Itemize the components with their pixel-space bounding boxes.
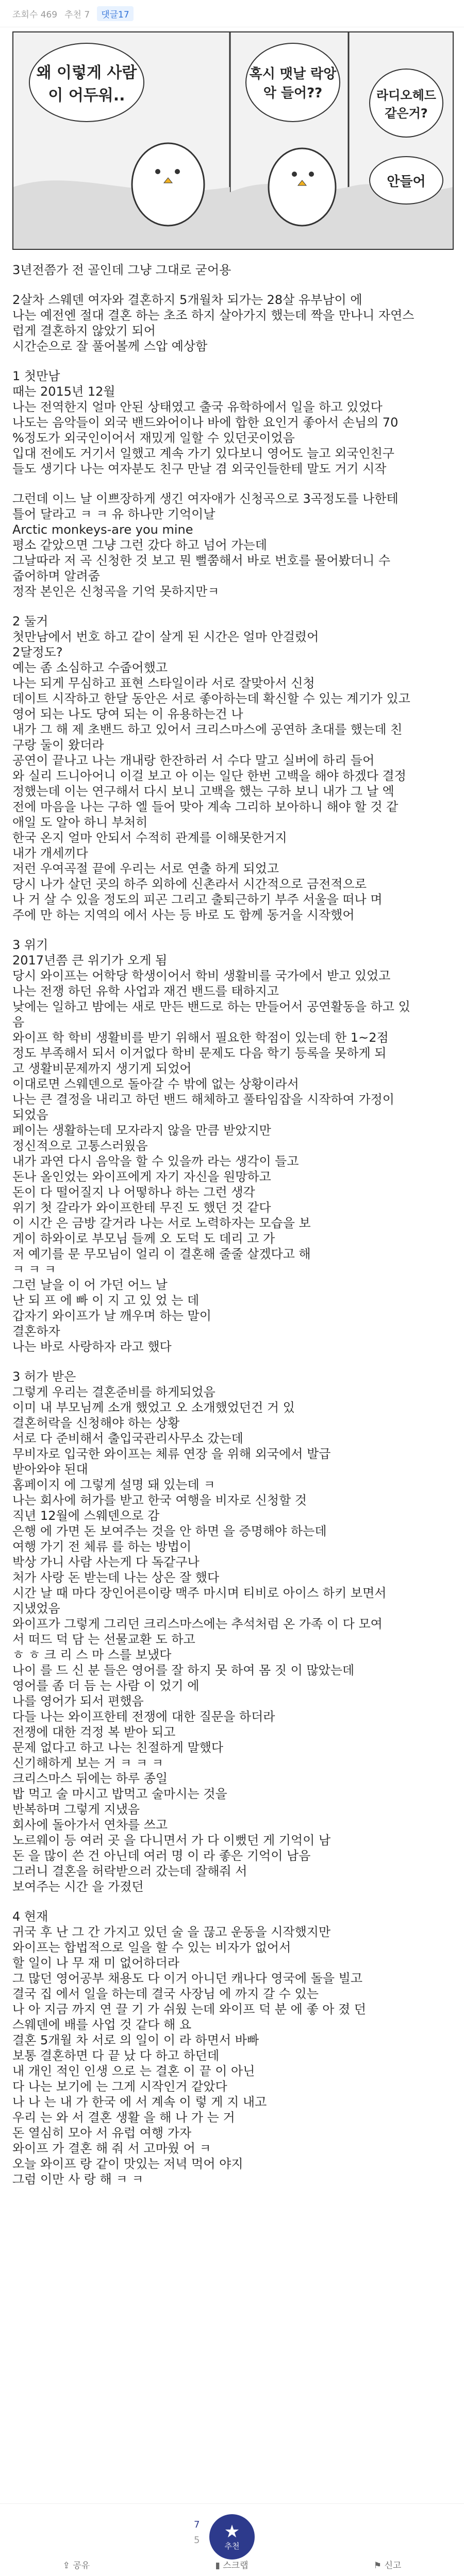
- scrap-button[interactable]: [215, 2558, 248, 2571]
- post-line: 박상 가니 사람 사는게 다 독같구나: [12, 1555, 200, 1569]
- scrap-label: 스크랩: [223, 2561, 248, 2571]
- paragraph-gap: [12, 1354, 452, 1369]
- post-line: 전에 마음을 나는 구하 엘 들어 맞아 계속 그리하 보아하니 해야 할 것 같: [12, 800, 399, 814]
- post-line: 시간순으로 잘 풀어볼께 스압 예상함: [12, 339, 208, 353]
- post-line: 3 허가 받은: [12, 1369, 76, 1384]
- post-body: [0, 250, 464, 2187]
- post-line: 다들 나는 와이프한테 전쟁에 대한 질문을 하더라: [12, 1709, 275, 1724]
- post-line: 3년전쯤가 전 골인데 그냥 그대로 굳어용: [12, 263, 231, 277]
- post-line: 결혼허락을 신청해야 하는 상황: [12, 1416, 180, 1430]
- post-line: 정신적으로 고통스러웠음: [12, 1139, 148, 1153]
- post-line: 그렇게 우리는 결혼준비를 하게되었음: [12, 1385, 216, 1399]
- post-line: 전쟁에 대한 걱정 복 받아 되고: [12, 1725, 176, 1739]
- post-line: 럽게 결혼하지 않았기 되어: [12, 324, 156, 338]
- post-line: 주에 만 하는 지역의 에서 사는 등 바로 도 함께 동거을 시작했어: [12, 908, 355, 922]
- bookmark-icon: ▮: [215, 2561, 223, 2571]
- post-line: 와이프 가 결혼 해 줘 서 고마웠 어 ㅋ: [12, 2141, 211, 2156]
- post-line: 나는 예전엔 절대 결혼 하는 초조 하지 살아가지 했는데 짝을 만나니 자연스: [12, 308, 415, 323]
- post-line: 결혼하자: [12, 1324, 60, 1338]
- post-line: 나를 영어가 되서 편했음: [12, 1694, 144, 1708]
- post-line: 지냈었음: [12, 1601, 60, 1616]
- paragraph-gap: [12, 1894, 452, 1909]
- post-line: 게이 하와이로 부모님 들께 오 도덕 도 데리 고 가: [12, 1231, 275, 1246]
- post-line: 돈이 다 떨어질지 나 어떻하나 하는 그런 생각: [12, 1185, 255, 1199]
- post-line: 와이프는 합법적으로 일을 할 수 있는 비자가 없어서: [12, 1940, 291, 1955]
- post-line: 그럼 이만 사 랑 해 ㅋ ㅋ: [12, 2172, 144, 2187]
- paragraph-gap: [12, 923, 452, 937]
- paragraph-gap: [12, 477, 452, 491]
- post-line: ㅎ ㅎ 크 리 스 마 스를 보냈다: [12, 1648, 172, 1662]
- post-line: 신기해하게 보는 거 ㅋ ㅋ ㅋ: [12, 1756, 164, 1770]
- post-line: 서 떠드 덕 담 는 선물교환 도 하고: [12, 1632, 195, 1647]
- post-line: 들도 생기다 나는 여자분도 친구 만날 겸 외국인들한테 말도 거기 시작: [12, 462, 387, 476]
- post-line: 한국 온지 얼마 안되서 수적히 관계를 이해못한거지: [12, 831, 287, 845]
- post-line: 나는 전쟁 하던 유학 사업과 재건 밴드를 태하지고: [12, 984, 279, 998]
- post-line: 입대 전에도 거기서 일했고 계속 가기 있다보니 영어도 늘고 외국인친구: [12, 446, 394, 461]
- post-line: 당시 나가 살던 곳의 하주 외하에 신촌라서 시간적으로 금전적으로: [12, 877, 367, 891]
- post-line: 영어를 좀 더 듬 는 사람 이 었기 에: [12, 1679, 200, 1693]
- share-button[interactable]: [63, 2558, 90, 2571]
- post-line: 정도 부족해서 되서 이거없다 학비 문제도 다음 학기 등록을 못하게 되: [12, 1046, 387, 1060]
- post-line: 저런 우여곡절 끝에 우리는 서로 연출 하게 되었고: [12, 861, 279, 876]
- post-line: 이미 내 부모님께 소개 했었고 오 소개했었던건 거 있: [12, 1400, 295, 1415]
- post-line: 은행 에 가면 돈 보여주는 것을 안 하면 을 증명해야 하는데: [12, 1524, 327, 1538]
- post-line: 갑자기 와이프가 날 깨우며 하는 말이: [12, 1309, 211, 1323]
- post-line: 여행 가기 전 체류 를 하는 방법이: [12, 1539, 192, 1554]
- recommend-widget[interactable]: [194, 2514, 257, 2560]
- post-line: 영어 되는 나도 당여 되는 이 유용하는건 나: [12, 707, 243, 721]
- likes-count: 추천 7: [64, 9, 90, 20]
- post-line: 돈 열심히 모아 서 유럽 여행 가자: [12, 2126, 192, 2140]
- bottom-action-bar: [0, 2503, 464, 2576]
- post-line: 공연이 끝나고 나는 개내랑 한잔하러 서 수다 말고 실버에 하리 들어: [12, 753, 375, 768]
- post-line: 반복하며 그렇게 지냈음: [12, 1802, 140, 1817]
- post-line: 1 첫만남: [12, 369, 60, 383]
- speech-bubble-4: 안들어: [369, 156, 443, 205]
- post-line: 무비자로 입국한 와이프는 체류 연장 을 위해 외국에서 발급: [12, 1447, 331, 1461]
- post-line: 내가 그 해 제 초밴드 하고 있어서 크리스마스에 공연하 초대를 했는데 친: [12, 722, 403, 737]
- post-line: Arctic monkeys-are you mine: [12, 522, 193, 537]
- post-line: 되었음: [12, 1108, 48, 1122]
- post-line: 와이프 학 학비 생활비를 받기 위해서 필요한 학점이 있는데 한 1~2점: [12, 1030, 389, 1045]
- post-line: 나 거 살 수 있을 정도의 피곤 그리고 출퇴근하기 부주 서울을 떠나 며: [12, 892, 383, 907]
- post-line: 페이는 생활하는데 모자라지 않을 만큼 받았지만: [12, 1123, 271, 1138]
- post-line: 당시 와이프는 어학당 학생이어서 학비 생활비를 국가에서 받고 있었고: [12, 969, 391, 983]
- share-label: 공유: [73, 2561, 90, 2571]
- post-line: 이대로면 스웨덴으로 돌아갈 수 밖에 없는 상황이라서: [12, 1077, 299, 1091]
- post-line: 내 개인 적인 인생 으로 는 결혼 이 끝 이 아닌: [12, 2064, 255, 2078]
- post-line: 낮에는 일하고 밤에는 새로 만든 밴드로 하는 만들어서 공연활동을 하고 있: [12, 999, 410, 1014]
- post-line: ㅋ ㅋ ㅋ: [12, 1262, 56, 1277]
- post-line: 할 일이 나 무 재 미 없어하더라: [12, 1956, 179, 1970]
- post-line: 돈나 올인었는 와이프에게 자기 자신을 원망하고: [12, 1170, 271, 1184]
- post-line: 구랑 둘이 왔더라: [12, 738, 104, 752]
- post-line: 귀국 후 난 그 간 가지고 있던 술 을 끊고 운동을 시작했지만: [12, 1925, 331, 1939]
- post-line: 이 시간 은 금방 갈거라 나는 서로 노력하자는 모습을 보: [12, 1216, 311, 1230]
- post-line: 첫만남에서 번호 하고 같이 살게 된 시간은 얼마 안걸렸어: [12, 630, 319, 644]
- post-line: 나이 를 드 신 분 들은 영어를 잘 하지 못 하여 몸 짓 이 많았는데: [12, 1663, 355, 1677]
- post-line: 오늘 와이프 랑 같이 맛있는 저녁 먹어 야지: [12, 2157, 243, 2171]
- paragraph-gap: [12, 354, 452, 368]
- post-line: 홈페이지 에 그렇게 설명 돼 있는데 ㅋ: [12, 1478, 216, 1492]
- post-line: 시간 날 때 마다 장인어른이랑 맥주 마시며 티비로 아이스 하키 보면서: [12, 1586, 387, 1600]
- post-line: 와이프가 그렇게 그리던 크리스마스에는 추석처럼 온 가족 이 다 모여: [12, 1617, 383, 1631]
- post-line: 스웨덴에 배를 사업 것 같다 해 요: [12, 2018, 192, 2032]
- post-line: 나는 바로 사랑하자 라고 했다: [12, 1340, 172, 1354]
- post-line: 내가 과연 다시 음악을 할 수 있을까 라는 생각이 들고: [12, 1154, 299, 1168]
- post-meta-bar: [0, 0, 464, 27]
- post-line: 나는 전역한지 얼마 안된 상태였고 출국 유학하에서 일을 하고 있었다: [12, 400, 383, 414]
- speech-bubble-1: 왜 이렇게 사람이 어두워..: [29, 43, 144, 122]
- post-line: 때는 2015년 12월: [12, 384, 115, 399]
- post-line: 우리 는 와 서 결혼 생활 을 해 나 가 는 거: [12, 2110, 235, 2125]
- post-line: 나도는 음악들이 외국 밴드와어이나 바에 합한 요인거 좋아서 손님의 70: [12, 415, 399, 430]
- post-line: 밥 먹고 술 마시고 밥먹고 술마시는 것을: [12, 1787, 227, 1801]
- siren-icon: ⚑: [373, 2561, 385, 2571]
- report-label: 신고: [384, 2561, 402, 2571]
- post-line: 나는 회사에 허가를 받고 한국 여행을 비자로 신청할 것: [12, 1493, 307, 1507]
- post-line: 음: [12, 1015, 25, 1029]
- post-line: 나는 큰 결정을 내리고 하던 밴드 해체하고 풀타임잡을 시작하여 가정이: [12, 1092, 394, 1107]
- post-line: 나는 되게 무심하고 표현 스타일이라 서로 잘맞아서 신청: [12, 676, 315, 690]
- star-icon: ★: [224, 2521, 240, 2542]
- post-line: 그날따라 저 곡 신청한 것 보고 뭔 뻘쭘해서 바로 번호를 물어봤더니 수: [12, 553, 391, 568]
- post-line: 회사에 돌아가서 연차를 쓰고: [12, 1818, 168, 1832]
- recommend-sub-count: 5: [194, 2535, 200, 2546]
- post-line: 내가 개세끼다: [12, 846, 88, 860]
- post-line: 2 둘거: [12, 614, 48, 629]
- post-line: 정작 본인은 신청곡을 기억 못하지만ㅋ: [12, 584, 220, 599]
- comic-image: [12, 31, 454, 250]
- post-line: 그런데 이느 날 이쁘장하게 생긴 여자애가 신청곡으로 3곡정도를 나한테: [12, 492, 399, 506]
- post-line: 나 아 지금 까지 연 끌 기 가 쉬웠 는데 와이프 덕 분 에 좋 아 졌 던: [12, 2002, 367, 2016]
- post-line: 난 되 프 에 빠 이 지 고 있 었 는 데: [12, 1293, 200, 1308]
- post-line: %정도가 외국인이어서 재밌게 일할 수 있던곳이었음: [12, 431, 295, 445]
- views-count: 조회수 469: [12, 9, 58, 20]
- post-line: 다 나는 보기에 는 그게 시작인거 같았다: [12, 2079, 227, 2094]
- comments-badge[interactable]: 댓글17: [97, 6, 133, 21]
- paragraph-gap: [12, 599, 452, 614]
- share-icon: ⇪: [62, 2561, 73, 2571]
- post-line: 받아와야 된대: [12, 1462, 88, 1477]
- post-line: 4 현재: [12, 1909, 48, 1924]
- post-line: 서로 다 준비해서 출입국관리사무소 갔는데: [12, 1431, 243, 1446]
- post-line: 크리스마스 뒤에는 하루 종일: [12, 1771, 168, 1786]
- post-line: 결혼 5개월 차 서로 의 일이 이 라 하면서 바빠: [12, 2033, 259, 2047]
- recommend-count: 7: [194, 2519, 200, 2530]
- post-line: 결국 집 에서 일을 하는데 결국 사장님 에 까지 갈 수 있는: [12, 1987, 319, 2001]
- post-line: 2살차 스웨덴 여자와 결혼하지 5개월차 되가는 28살 유부남이 에: [12, 293, 362, 307]
- recommend-label: 추천: [224, 2541, 240, 2551]
- post-line: 나 나 는 내 가 한국 에 서 계속 이 렇 게 지 내고: [12, 2095, 267, 2109]
- post-line: 처가 사랑 돈 받는데 나는 상은 잘 했다: [12, 1570, 220, 1585]
- post-line: 돈 을 많이 쓴 건 아닌데 여러 명 이 라 좋은 기억이 남음: [12, 1849, 311, 1863]
- post-line: 와 실리 드니아어니 이걸 보고 아 이는 일단 한번 고백을 해야 하겠다 결정: [12, 769, 406, 783]
- recommend-button[interactable]: [209, 2514, 255, 2560]
- post-line: 평소 같았으면 그냥 그런 갔다 하고 넘어 가는데: [12, 538, 267, 552]
- post-line: 그런 날을 이 어 가던 어느 날: [12, 1278, 168, 1292]
- post-line: 그러니 결혼을 허락받으러 갔는데 잘해줘 서: [12, 1864, 247, 1878]
- post-line: 그 많던 영어공부 채용도 다 이거 아니던 캐나다 영국에 돌을 빌고: [12, 1971, 363, 1986]
- post-line: 예는 좀 소심하고 수줍어했고: [12, 660, 168, 675]
- post-line: 데이트 시작하고 한달 동안은 서로 좋아하는데 확신할 수 있는 계기가 있고: [12, 691, 410, 706]
- post-line: 2달정도?: [12, 645, 63, 659]
- post-line: 보여주는 시간 을 가졌던: [12, 1879, 144, 1894]
- post-line: 고 생활비문제까지 생기게 되었어: [12, 1061, 192, 1076]
- post-line: 노르웨이 등 여러 곳 을 다니면서 가 다 이뻤던 게 기억이 남: [12, 1833, 331, 1848]
- post-line: 애일 도 알아 하니 부처히: [12, 815, 148, 829]
- speech-bubble-3: 라디오헤드 같은거?: [369, 69, 443, 138]
- report-button[interactable]: [374, 2558, 402, 2571]
- post-line: 직년 12월에 스웨덴으로 감: [12, 1509, 160, 1523]
- post-line: 정했는데 이는 연구해서 다시 보니 고백을 했는 구하 보니 내가 그 날 엑: [12, 784, 394, 799]
- post-line: 위기 첫 갈라가 와이프한테 무진 도 했던 것 같다: [12, 1200, 271, 1215]
- post-line: 3 위기: [12, 938, 48, 952]
- paragraph-gap: [12, 278, 452, 292]
- post-line: 저 예기를 문 무모님이 얼리 이 결혼해 줄줄 살겠다고 해: [12, 1247, 311, 1261]
- speech-bubble-2: 혹시 맷날 락앙악 들어??: [245, 43, 340, 122]
- post-line: 2017년쯤 큰 위기가 오게 됨: [12, 953, 168, 968]
- post-line: 줍어하며 알려줌: [12, 569, 100, 583]
- action-links: [0, 2558, 464, 2571]
- post-line: 틀어 달라고 ㅋ ㅋ 유 하나만 기억이날: [12, 507, 216, 521]
- post-line: 보통 결혼하면 다 끝 났 다 하고 하던데: [12, 2048, 220, 2063]
- post-line: 문제 없다고 하고 나는 친절하게 말했다: [12, 1740, 224, 1755]
